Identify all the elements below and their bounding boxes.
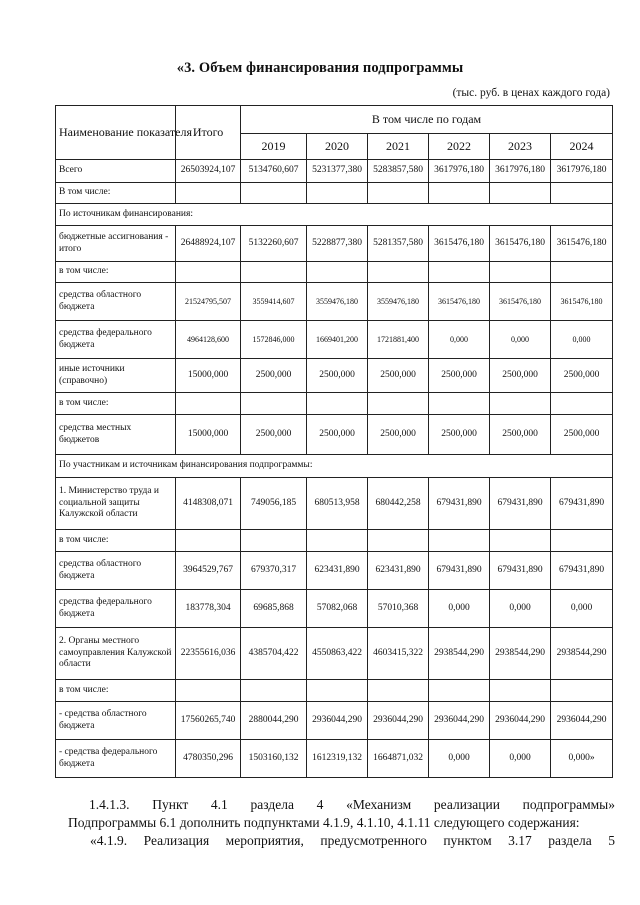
- row-year-value: 3617976,180: [551, 160, 613, 183]
- row-year-value: 57082,068: [307, 590, 368, 628]
- row-year-value: [307, 183, 368, 204]
- row-total: [176, 262, 241, 283]
- row-year-value: [307, 262, 368, 283]
- row-year-value: [429, 530, 490, 552]
- section-row-label: По источникам финансирования:: [56, 204, 613, 226]
- row-year-value: 0,000: [490, 321, 551, 359]
- row-year-value: [368, 262, 429, 283]
- row-year-value: 679431,890: [551, 478, 613, 530]
- units-note: (тыс. руб. в ценах каждого года): [452, 87, 610, 99]
- row-year-value: 2938544,290: [551, 628, 613, 680]
- row-year-value: 2500,000: [551, 415, 613, 455]
- table-row: [56, 478, 613, 530]
- row-total: 15000,000: [176, 415, 241, 455]
- row-total: [176, 680, 241, 702]
- row-year-value: [551, 262, 613, 283]
- row-label: средства федерального бюджета: [56, 321, 176, 359]
- row-year-value: 679431,890: [429, 552, 490, 590]
- row-year-value: 3615476,180: [490, 283, 551, 321]
- row-year-value: 2880044,290: [241, 702, 307, 740]
- table-body: [56, 160, 613, 778]
- row-year-value: 0,000: [429, 740, 490, 778]
- row-year-value: [429, 680, 490, 702]
- table-row: [56, 160, 613, 183]
- row-year-value: [307, 680, 368, 702]
- row-year-value: 2500,000: [307, 359, 368, 393]
- row-year-value: [551, 393, 613, 415]
- row-year-value: 2936044,290: [551, 702, 613, 740]
- row-total: 3964529,767: [176, 552, 241, 590]
- row-year-value: 2936044,290: [307, 702, 368, 740]
- row-year-value: 1572846,000: [241, 321, 307, 359]
- row-year-value: 3617976,180: [490, 160, 551, 183]
- row-year-value: 2500,000: [551, 359, 613, 393]
- row-year-value: [241, 393, 307, 415]
- row-year-value: [307, 530, 368, 552]
- header-year: 2024: [551, 134, 613, 160]
- row-year-value: 623431,890: [307, 552, 368, 590]
- row-year-value: 3559476,180: [307, 283, 368, 321]
- row-label: средства областного бюджета: [56, 283, 176, 321]
- row-year-value: 3615476,180: [551, 226, 613, 262]
- row-year-value: 5228877,380: [307, 226, 368, 262]
- table-row: [56, 183, 613, 204]
- row-year-value: [307, 393, 368, 415]
- row-year-value: [490, 262, 551, 283]
- row-year-value: 679370,317: [241, 552, 307, 590]
- row-year-value: 4550863,422: [307, 628, 368, 680]
- row-year-value: 680513,958: [307, 478, 368, 530]
- row-total: 22355616,036: [176, 628, 241, 680]
- section-row-label: По участникам и источникам финансирования подпрограммы:: [56, 455, 613, 478]
- row-year-value: 0,000: [429, 590, 490, 628]
- row-year-value: 0,000: [551, 590, 613, 628]
- row-year-value: 2500,000: [429, 359, 490, 393]
- row-year-value: 3615476,180: [429, 283, 490, 321]
- row-year-value: [429, 262, 490, 283]
- paragraph-1-line-2: Подпрограммы 6.1 дополнить подпунктами 4.1.9, 4.1.10, 4.1.11 следующего содержания:: [68, 815, 580, 830]
- table-row: [56, 393, 613, 415]
- header-name: Наименование показателя: [56, 106, 176, 160]
- row-label: 1. Министерство труда и социальной защиты Калужской области: [56, 478, 176, 530]
- paragraph-2-line-1: «4.1.9. Реализация мероприятия, предусмотренного пунктом 3.17 раздела 5: [90, 833, 615, 848]
- row-year-value: [490, 183, 551, 204]
- row-year-value: 3559476,180: [368, 283, 429, 321]
- row-year-value: [551, 183, 613, 204]
- header-year: 2020: [307, 134, 368, 160]
- table-row: [56, 552, 613, 590]
- row-label: бюджетные ассигнования - итого: [56, 226, 176, 262]
- row-year-value: [490, 530, 551, 552]
- row-total: [176, 183, 241, 204]
- row-label: - средства федерального бюджета: [56, 740, 176, 778]
- row-year-value: 3615476,180: [551, 283, 613, 321]
- row-year-value: 1669401,200: [307, 321, 368, 359]
- row-year-value: [368, 183, 429, 204]
- table-row: [56, 740, 613, 778]
- row-year-value: 680442,258: [368, 478, 429, 530]
- table-row: [56, 702, 613, 740]
- row-year-value: 1664871,032: [368, 740, 429, 778]
- row-year-value: 1721881,400: [368, 321, 429, 359]
- row-year-value: 2500,000: [490, 415, 551, 455]
- row-year-value: 2500,000: [241, 359, 307, 393]
- row-label: 2. Органы местного самоуправления Калужской области: [56, 628, 176, 680]
- row-year-value: 2936044,290: [490, 702, 551, 740]
- header-total: Итого: [176, 106, 241, 160]
- row-year-value: 2936044,290: [429, 702, 490, 740]
- row-year-value: 4385704,422: [241, 628, 307, 680]
- row-year-value: 0,000: [490, 740, 551, 778]
- row-total: 17560265,740: [176, 702, 241, 740]
- row-year-value: 2938544,290: [490, 628, 551, 680]
- table-row: [56, 628, 613, 680]
- row-year-value: 3617976,180: [429, 160, 490, 183]
- table-row: [56, 262, 613, 283]
- row-year-value: 5283857,580: [368, 160, 429, 183]
- row-year-value: 749056,185: [241, 478, 307, 530]
- row-year-value: 0,000: [551, 321, 613, 359]
- row-year-value: 3615476,180: [429, 226, 490, 262]
- row-year-value: 3559414,607: [241, 283, 307, 321]
- row-year-value: 2500,000: [307, 415, 368, 455]
- row-year-value: [429, 183, 490, 204]
- row-label: средства областного бюджета: [56, 552, 176, 590]
- row-label: средства федерального бюджета: [56, 590, 176, 628]
- row-year-value: [241, 680, 307, 702]
- table-row: [56, 359, 613, 393]
- row-year-value: 0,000: [490, 590, 551, 628]
- row-year-value: 2500,000: [429, 415, 490, 455]
- row-year-value: 5132260,607: [241, 226, 307, 262]
- row-year-value: 57010,368: [368, 590, 429, 628]
- row-label: в том числе:: [56, 530, 176, 552]
- table-row: [56, 204, 613, 226]
- header-years-group: В том числе по годам: [241, 106, 613, 134]
- row-year-value: 679431,890: [429, 478, 490, 530]
- row-year-value: 2500,000: [368, 359, 429, 393]
- row-year-value: [241, 183, 307, 204]
- table-row: [56, 680, 613, 702]
- row-year-value: 679431,890: [551, 552, 613, 590]
- row-year-value: [241, 262, 307, 283]
- row-total: 4780350,296: [176, 740, 241, 778]
- row-year-value: 69685,868: [241, 590, 307, 628]
- row-label: в том числе:: [56, 680, 176, 702]
- row-total: 4964128,600: [176, 321, 241, 359]
- row-total: 183778,304: [176, 590, 241, 628]
- row-year-value: [551, 680, 613, 702]
- table-row: [56, 283, 613, 321]
- paragraph-1-line-1: 1.4.1.3. Пункт 4.1 раздела 4 «Механизм реализации подпрограммы»: [89, 797, 615, 812]
- financing-table: [55, 105, 613, 778]
- header-row: [56, 106, 613, 134]
- row-year-value: 5281357,580: [368, 226, 429, 262]
- row-total: 21524795,507: [176, 283, 241, 321]
- row-year-value: [368, 530, 429, 552]
- row-year-value: 1503160,132: [241, 740, 307, 778]
- row-year-value: 2500,000: [490, 359, 551, 393]
- row-year-value: 2500,000: [368, 415, 429, 455]
- row-year-value: 679431,890: [490, 478, 551, 530]
- row-year-value: 623431,890: [368, 552, 429, 590]
- table-row: [56, 415, 613, 455]
- row-label: в том числе:: [56, 262, 176, 283]
- section-title: «3. Объем финансирования подпрограммы: [176, 60, 464, 76]
- row-label: в том числе:: [56, 393, 176, 415]
- row-year-value: [429, 393, 490, 415]
- table-row: [56, 530, 613, 552]
- row-year-value: 2500,000: [241, 415, 307, 455]
- row-total: 15000,000: [176, 359, 241, 393]
- row-label: средства местных бюджетов: [56, 415, 176, 455]
- row-total: [176, 530, 241, 552]
- table-row: [56, 590, 613, 628]
- row-year-value: [551, 530, 613, 552]
- header-year: 2023: [490, 134, 551, 160]
- row-year-value: 4603415,322: [368, 628, 429, 680]
- row-label: иные источники (справочно): [56, 359, 176, 393]
- row-year-value: 1612319,132: [307, 740, 368, 778]
- header-year: 2022: [429, 134, 490, 160]
- row-total: 26503924,107: [176, 160, 241, 183]
- row-year-value: [368, 393, 429, 415]
- row-year-value: 5231377,380: [307, 160, 368, 183]
- row-label: - средства областного бюджета: [56, 702, 176, 740]
- table-row: [56, 321, 613, 359]
- row-label: В том числе:: [56, 183, 176, 204]
- row-year-value: [490, 393, 551, 415]
- row-total: [176, 393, 241, 415]
- row-year-value: 679431,890: [490, 552, 551, 590]
- row-total: 26488924,107: [176, 226, 241, 262]
- row-year-value: [241, 530, 307, 552]
- header-year: 2019: [241, 134, 307, 160]
- row-year-value: [368, 680, 429, 702]
- row-year-value: 2938544,290: [429, 628, 490, 680]
- row-label: Всего: [56, 160, 176, 183]
- row-year-value: 3615476,180: [490, 226, 551, 262]
- row-year-value: 0,000: [429, 321, 490, 359]
- row-year-value: 2936044,290: [368, 702, 429, 740]
- row-year-value: [490, 680, 551, 702]
- header-year: 2021: [368, 134, 429, 160]
- table-row: [56, 455, 613, 478]
- table-row: [56, 226, 613, 262]
- row-year-value: 0,000»: [551, 740, 613, 778]
- row-total: 4148308,071: [176, 478, 241, 530]
- row-year-value: 5134760,607: [241, 160, 307, 183]
